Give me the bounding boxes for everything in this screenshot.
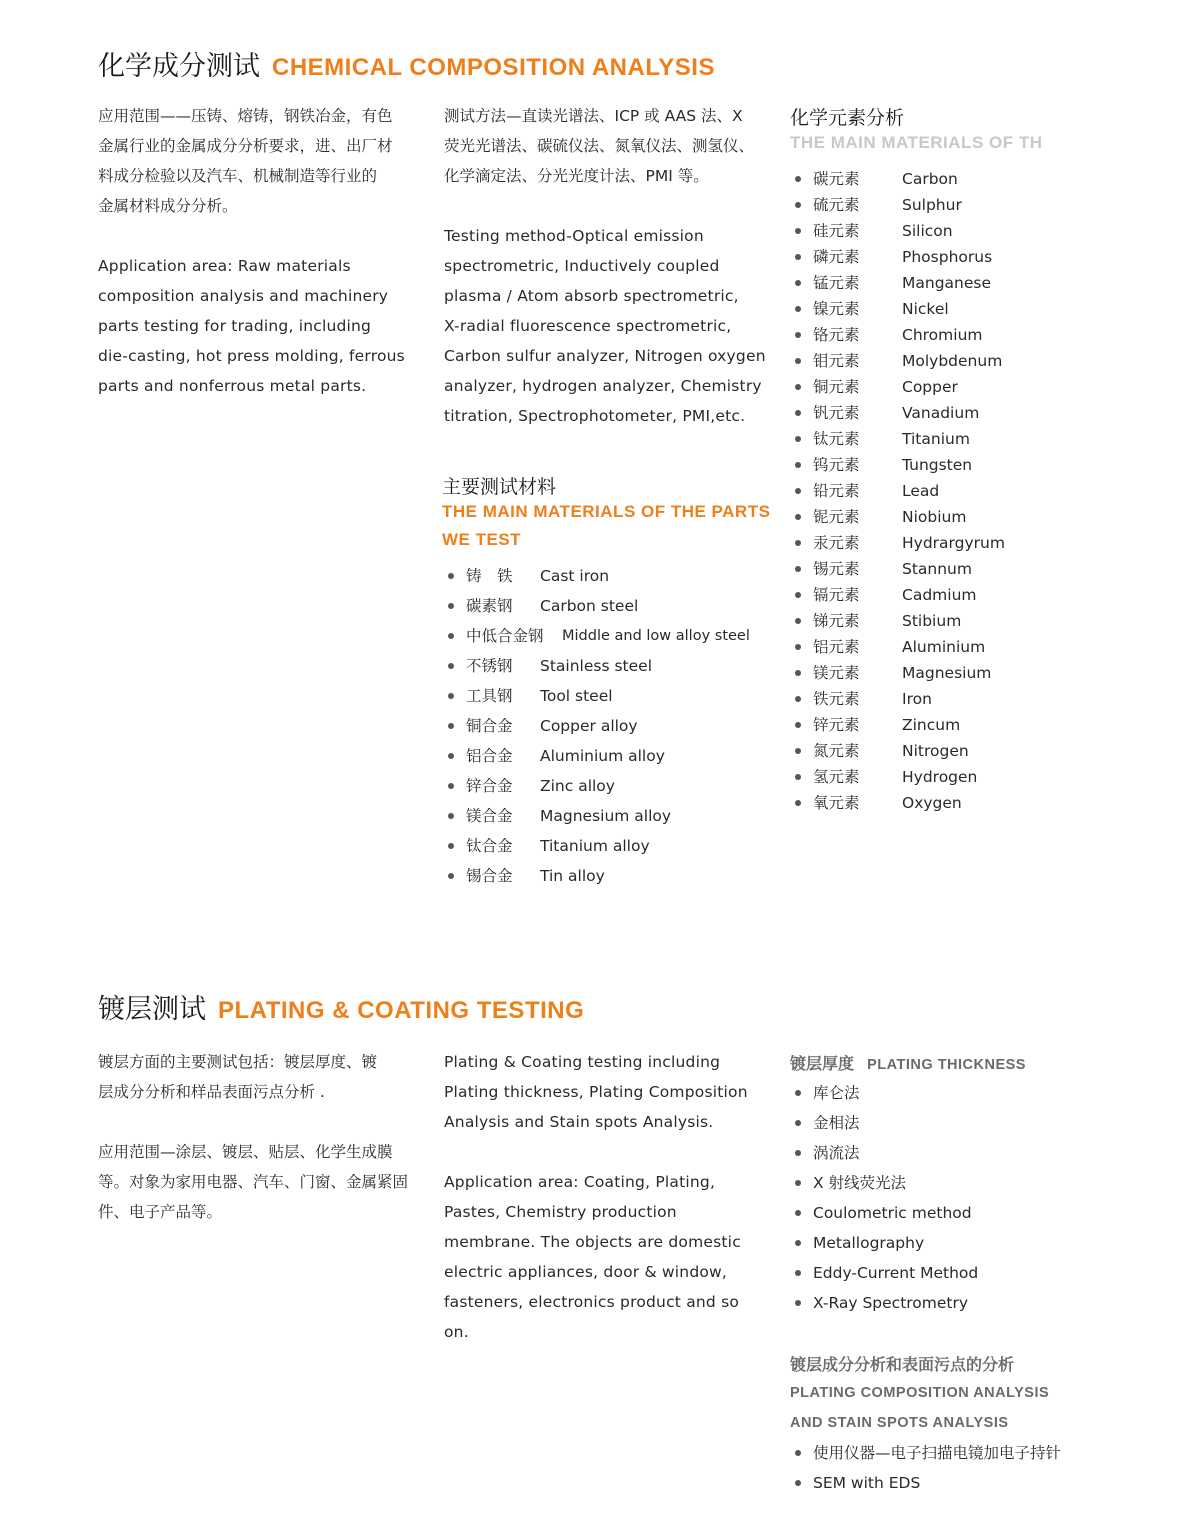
item-name-en: Copper alloy xyxy=(540,717,638,735)
item-name-cn: 镁元素 xyxy=(813,664,860,682)
bullet-icon xyxy=(795,800,801,806)
item-text: Metallography xyxy=(813,1234,925,1252)
plating-title-en: PLATING & COATING TESTING xyxy=(218,997,585,1024)
item-name-cn: 镍元素 xyxy=(813,300,860,318)
item-name-en: Chromium xyxy=(902,326,983,344)
item-name-en: Magnesium xyxy=(902,664,992,682)
bullet-icon xyxy=(795,358,801,364)
list-item xyxy=(448,591,768,621)
chemical-col1 xyxy=(98,101,428,401)
bullet-icon xyxy=(795,254,801,260)
item-name-en: Stibium xyxy=(902,612,962,630)
list-item xyxy=(795,296,1035,322)
bullet-icon xyxy=(795,384,801,390)
list-item xyxy=(795,1258,1075,1288)
bullet-icon xyxy=(795,1270,801,1276)
list-item xyxy=(795,504,1035,530)
list-item xyxy=(795,218,1035,244)
list-item xyxy=(795,582,1035,608)
item-name-en: Lead xyxy=(902,482,940,500)
item-name-cn: 铜合金 xyxy=(466,717,513,735)
list-item xyxy=(795,712,1035,738)
materials-heading-en-line: WE TEST xyxy=(442,530,522,549)
list-item xyxy=(448,831,768,861)
item-name-en: Silicon xyxy=(902,222,953,240)
item-name-en: Sulphur xyxy=(902,196,962,214)
list-item xyxy=(795,764,1035,790)
item-name-en: Nitrogen xyxy=(902,742,969,760)
paragraph-line: 金属材料成分分析。 xyxy=(98,197,238,215)
paragraph-line: Plating & Coating testing including xyxy=(444,1053,721,1071)
paragraph-line: fasteners, electronics product and so xyxy=(444,1293,740,1311)
bullet-icon xyxy=(795,618,801,624)
item-name-cn: 锡合金 xyxy=(466,867,513,885)
bullet-icon xyxy=(795,670,801,676)
item-name-cn: 硅元素 xyxy=(813,222,860,240)
item-name-en: Titanium xyxy=(902,430,970,448)
bullet-icon xyxy=(795,514,801,520)
paragraph-line: composition analysis and machinery xyxy=(98,287,389,305)
list-item xyxy=(795,426,1035,452)
list-item xyxy=(795,1168,1075,1198)
item-name-cn: 氮元素 xyxy=(813,742,860,760)
paragraph-line: on. xyxy=(444,1323,469,1341)
paragraph-line: 应用范围——压铸、熔铸，钢铁冶金，有色 xyxy=(98,107,393,125)
item-name-cn: 碳元素 xyxy=(813,170,860,188)
paragraph-line: 等。对象为家用电器、汽车、门窗、金属紧固 xyxy=(98,1173,409,1191)
item-name-cn: 锡元素 xyxy=(813,560,860,578)
item-name-en: Tungsten xyxy=(902,456,973,474)
chemical-title-en: CHEMICAL COMPOSITION ANALYSIS xyxy=(272,54,715,81)
paragraph-line: parts testing for trading, including xyxy=(98,317,372,335)
item-text: 使用仪器—电子扫描电镜加电子持针 xyxy=(813,1444,1062,1462)
item-name-en: Zincum xyxy=(902,716,961,734)
bullet-icon xyxy=(795,592,801,598)
bullet-icon xyxy=(795,1450,801,1456)
item-text: X 射线荧光法 xyxy=(813,1174,907,1192)
paragraph-line: titration, Spectrophotometer, PMI,etc. xyxy=(444,407,746,425)
materials-heading-en-line: THE MAIN MATERIALS OF THE PARTS xyxy=(442,502,771,521)
item-name-en: Titanium alloy xyxy=(540,837,650,855)
list-item xyxy=(795,1228,1075,1258)
list-item xyxy=(795,1078,1075,1108)
bullet-icon xyxy=(448,663,454,669)
bullet-icon xyxy=(448,573,454,579)
list-item xyxy=(795,322,1035,348)
list-item xyxy=(795,348,1035,374)
bullet-icon xyxy=(448,603,454,609)
paragraph-line: Application area: Coating, Plating, xyxy=(444,1173,716,1191)
list-item xyxy=(795,686,1035,712)
item-name-cn: 锌合金 xyxy=(466,777,513,795)
item-name-cn: 铝元素 xyxy=(813,638,860,656)
item-text: 库仑法 xyxy=(813,1084,860,1102)
paragraph-line: Application area: Raw materials xyxy=(98,257,351,275)
item-name-en: Tin alloy xyxy=(540,867,605,885)
thickness-heading-en: PLATING THICKNESS xyxy=(867,1057,1026,1073)
item-name-en: Manganese xyxy=(902,274,992,292)
paragraph-line: 应用范围—涂层、镀层、贴层、化学生成膜 xyxy=(98,1143,393,1161)
item-text: 涡流法 xyxy=(813,1144,860,1162)
bullet-icon xyxy=(795,228,801,234)
item-name-cn: 钼元素 xyxy=(813,352,860,370)
paragraph-line: 件、电子产品等。 xyxy=(98,1203,223,1221)
list-item xyxy=(795,530,1035,556)
item-text: SEM with EDS xyxy=(813,1474,921,1492)
item-name-en: Carbon steel xyxy=(540,597,639,615)
list-item xyxy=(795,478,1035,504)
bullet-icon xyxy=(448,813,454,819)
materials-heading-cn: 主要测试材料 xyxy=(442,476,557,498)
item-name-cn: 碳素钢 xyxy=(466,597,513,615)
item-name-en: Middle and low alloy steel xyxy=(562,628,750,644)
composition-heading-en-line: PLATING COMPOSITION ANALYSIS xyxy=(790,1385,1050,1401)
bullet-icon xyxy=(448,873,454,879)
item-name-cn: 钒元素 xyxy=(813,404,860,422)
composition-heading-en xyxy=(790,1378,1049,1438)
thickness-list xyxy=(795,1078,1075,1318)
item-name-en: Stannum xyxy=(902,560,972,578)
bullet-icon xyxy=(448,693,454,699)
list-item xyxy=(795,1138,1075,1168)
bullet-icon xyxy=(448,843,454,849)
item-name-cn: 磷元素 xyxy=(813,248,860,266)
materials-heading-en xyxy=(442,498,770,554)
bullet-icon xyxy=(795,280,801,286)
elements-heading-cn: 化学元素分析 xyxy=(790,107,905,129)
item-name-cn: 锌元素 xyxy=(813,716,860,734)
item-name-cn: 中低合金钢 xyxy=(466,627,544,645)
item-name-cn: 氢元素 xyxy=(813,768,860,786)
list-item xyxy=(795,1288,1075,1318)
list-item xyxy=(448,861,768,891)
composition-heading-en-line: AND STAIN SPOTS ANALYSIS xyxy=(790,1415,1009,1431)
item-name-cn: 钛元素 xyxy=(813,430,860,448)
chemical-col2 xyxy=(444,101,774,431)
elements-heading-en: THE MAIN MATERIALS OF TH xyxy=(790,133,1043,152)
item-name-en: Carbon xyxy=(902,170,958,188)
bullet-icon xyxy=(795,1090,801,1096)
paragraph-line: Testing method-Optical emission xyxy=(444,227,704,245)
paragraph-line: parts and nonferrous metal parts. xyxy=(98,377,367,395)
bullet-icon xyxy=(795,644,801,650)
item-name-en: Cadmium xyxy=(902,586,977,604)
item-name-cn: 硫元素 xyxy=(813,196,860,214)
list-item xyxy=(795,660,1035,686)
item-name-cn: 汞元素 xyxy=(813,534,860,552)
item-name-en: Aluminium xyxy=(902,638,986,656)
item-name-en: Zinc alloy xyxy=(540,777,615,795)
bullet-icon xyxy=(448,723,454,729)
item-name-en: Phosphorus xyxy=(902,248,993,266)
bullet-icon xyxy=(795,462,801,468)
paragraph-line: membrane. The objects are domestic xyxy=(444,1233,741,1251)
bullet-icon xyxy=(795,1480,801,1486)
bullet-icon xyxy=(795,306,801,312)
thickness-heading xyxy=(790,1051,1026,1074)
item-name-cn: 工具钢 xyxy=(466,687,513,705)
item-name-cn: 钨元素 xyxy=(813,456,860,474)
paragraph-line: 镀层方面的主要测试包括：镀层厚度、镀 xyxy=(98,1053,378,1071)
item-name-cn: 锑元素 xyxy=(813,612,860,630)
plating-col1 xyxy=(98,1047,428,1227)
bullet-icon xyxy=(795,410,801,416)
item-text: Eddy-Current Method xyxy=(813,1264,979,1282)
bullet-icon xyxy=(795,436,801,442)
bullet-icon xyxy=(795,540,801,546)
list-item xyxy=(795,608,1035,634)
item-text: 金相法 xyxy=(813,1114,860,1132)
paragraph-line: Plating thickness, Plating Composition xyxy=(444,1083,748,1101)
item-name-cn: 铜元素 xyxy=(813,378,860,396)
item-name-en: Aluminium alloy xyxy=(540,747,665,765)
item-name-cn: 铁元素 xyxy=(813,690,860,708)
plating-col2 xyxy=(444,1047,774,1347)
item-name-en: Niobium xyxy=(902,508,967,526)
bullet-icon xyxy=(795,748,801,754)
item-name-en: Hydrogen xyxy=(902,768,978,786)
item-name-en: Cast iron xyxy=(540,567,610,585)
list-item xyxy=(448,741,768,771)
paragraph-line: electric appliances, door & window, xyxy=(444,1263,728,1281)
bullet-icon xyxy=(795,1150,801,1156)
paragraph-line: plasma / Atom absorb spectrometric, xyxy=(444,287,739,305)
item-name-cn: 镁合金 xyxy=(466,807,513,825)
paragraph-line: Carbon sulfur analyzer, Nitrogen oxygen xyxy=(444,347,766,365)
bullet-icon xyxy=(448,783,454,789)
paragraph-line: 金属行业的金属成分分析要求，进、出厂材 xyxy=(98,137,393,155)
item-name-cn: 铌元素 xyxy=(813,508,860,526)
item-text: X-Ray Spectrometry xyxy=(813,1294,969,1312)
list-item xyxy=(448,771,768,801)
paragraph-line: Pastes, Chemistry production xyxy=(444,1203,677,1221)
bullet-icon xyxy=(795,1210,801,1216)
bullet-icon xyxy=(795,1180,801,1186)
item-name-cn: 氧元素 xyxy=(813,794,860,812)
paragraph-line: die-casting, hot press molding, ferrous xyxy=(98,347,405,365)
list-item xyxy=(795,1468,1095,1498)
list-item xyxy=(795,244,1035,270)
item-name-en: Iron xyxy=(902,690,932,708)
item-name-cn: 铝合金 xyxy=(466,747,513,765)
bullet-icon xyxy=(795,1300,801,1306)
list-item xyxy=(795,452,1035,478)
paragraph-line: X-radial fluorescence spectrometric, xyxy=(444,317,732,335)
item-name-en: Nickel xyxy=(902,300,949,318)
thickness-heading-cn: 镀层厚度 xyxy=(790,1054,855,1073)
bullet-icon xyxy=(795,566,801,572)
item-name-cn: 镉元素 xyxy=(813,586,860,604)
bullet-icon xyxy=(448,633,454,639)
list-item xyxy=(795,1108,1075,1138)
list-item xyxy=(795,790,1035,816)
paragraph-line: spectrometric, Inductively coupled xyxy=(444,257,720,275)
list-item xyxy=(448,621,768,651)
item-name-en: Magnesium alloy xyxy=(540,807,672,825)
bullet-icon xyxy=(795,774,801,780)
paragraph-line: analyzer, hydrogen analyzer, Chemistry xyxy=(444,377,762,395)
plating-section-title xyxy=(98,987,584,1026)
materials-list xyxy=(448,561,768,891)
item-name-en: Tool steel xyxy=(540,687,613,705)
bullet-icon xyxy=(795,1120,801,1126)
list-item xyxy=(795,634,1035,660)
item-name-en: Copper xyxy=(902,378,958,396)
plating-title-cn: 镀层测试 xyxy=(98,994,206,1025)
item-name-en: Oxygen xyxy=(902,794,962,812)
bullet-icon xyxy=(795,1240,801,1246)
item-name-cn: 铅元素 xyxy=(813,482,860,500)
bullet-icon xyxy=(795,722,801,728)
list-item xyxy=(795,192,1035,218)
list-item xyxy=(448,651,768,681)
composition-list xyxy=(795,1438,1095,1498)
paragraph-line: 化学滴定法、分光光度计法、PMI 等。 xyxy=(444,167,709,185)
list-item xyxy=(795,270,1035,296)
list-item xyxy=(795,556,1035,582)
item-name-en: Molybdenum xyxy=(902,352,1003,370)
list-item xyxy=(795,738,1035,764)
list-item xyxy=(795,374,1035,400)
bullet-icon xyxy=(795,176,801,182)
item-name-cn: 钛合金 xyxy=(466,837,513,855)
item-name-cn: 锰元素 xyxy=(813,274,860,292)
list-item xyxy=(795,1438,1095,1468)
list-item xyxy=(448,561,768,591)
composition-heading-cn: 镀层成分分析和表面污点的分析 xyxy=(790,1355,1015,1374)
list-item xyxy=(448,711,768,741)
chemical-title-cn: 化学成分测试 xyxy=(98,51,260,82)
bullet-icon xyxy=(448,753,454,759)
item-name-en: Vanadium xyxy=(902,404,980,422)
paragraph-line: 料成分检验以及汽车、机械制造等行业的 xyxy=(98,167,378,185)
bullet-icon xyxy=(795,696,801,702)
list-item xyxy=(795,1198,1075,1228)
item-name-en: Stainless steel xyxy=(540,657,652,675)
bullet-icon xyxy=(795,332,801,338)
list-item xyxy=(448,801,768,831)
bullet-icon xyxy=(795,202,801,208)
chemical-section-title xyxy=(98,44,715,83)
bullet-icon xyxy=(795,488,801,494)
paragraph-line: Analysis and Stain spots Analysis. xyxy=(444,1113,714,1131)
list-item xyxy=(795,166,1035,192)
paragraph-line: 测试方法—直读光谱法、ICP 或 AAS 法、X xyxy=(444,107,743,125)
paragraph-line: 荧光光谱法、碳硫仪法、氮氧仪法、测氢仪、 xyxy=(444,137,755,155)
paragraph-line: 层成分分析和样品表面污点分析 . xyxy=(98,1083,325,1101)
item-name-cn: 铸 铁 xyxy=(466,567,513,585)
item-name-cn: 铬元素 xyxy=(813,326,860,344)
item-name-cn: 不锈钢 xyxy=(466,657,513,675)
item-name-en: Hydrargyrum xyxy=(902,534,1005,552)
elements-list xyxy=(795,166,1035,816)
list-item xyxy=(448,681,768,711)
item-text: Coulometric method xyxy=(813,1204,972,1222)
list-item xyxy=(795,400,1035,426)
